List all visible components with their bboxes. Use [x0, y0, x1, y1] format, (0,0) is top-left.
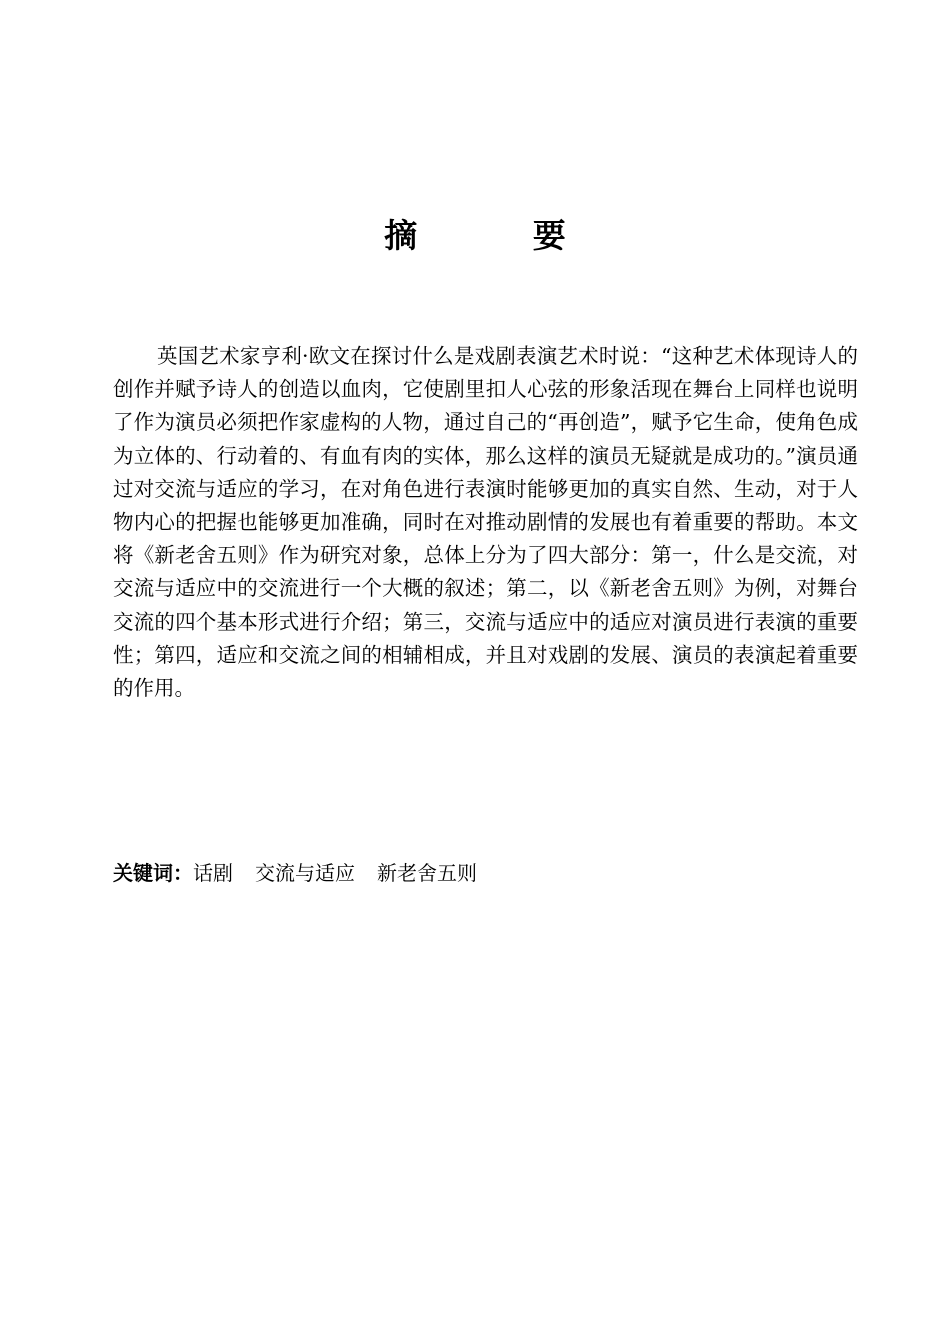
keyword-item: 话剧 — [193, 861, 233, 885]
keyword-item: 交流与适应 — [255, 861, 355, 885]
abstract-body: 英国艺术家亨利·欧文在探讨什么是戏剧表演艺术时说：“这种艺术体现诗人的创作并赋予诗人的创造以血肉，它使剧里扣人心弦的形象活现在舞台上同样也说明了作为演员必须把作家虚构的人物，通过自己的“再创造”，赋予它生命，使角色成为立体的、行动着的、有血有肉的实体，那么这样的演员无疑就是成功的。”演员通过对交流与适应的学习，在对角色进行表演时能够更加的真实自然、生动，对于人物内心的把握也能够更加准确，同时在对推动剧情的发展也有着重要的帮助。本文将《新老舍五则》作为研究对象，总体上分为了四大部分：第一，什么是交流，对交流与适应中的交流进行一个大概的叙述；第二，以《新老舍五则》为例，对舞台交流的四个基本形式进行介绍；第三，交流与适应中的适应对演员进行表演的重要性；第四，适应和交流之间的相辅相成，并且对戏剧的发展、演员的表演起着重要的作用。 — [113, 344, 858, 701]
keywords-label: 关键词： — [113, 861, 193, 885]
abstract-title: 摘 要 — [384, 216, 618, 255]
keyword-item: 新老舍五则 — [377, 861, 477, 885]
keywords-line — [113, 858, 858, 888]
